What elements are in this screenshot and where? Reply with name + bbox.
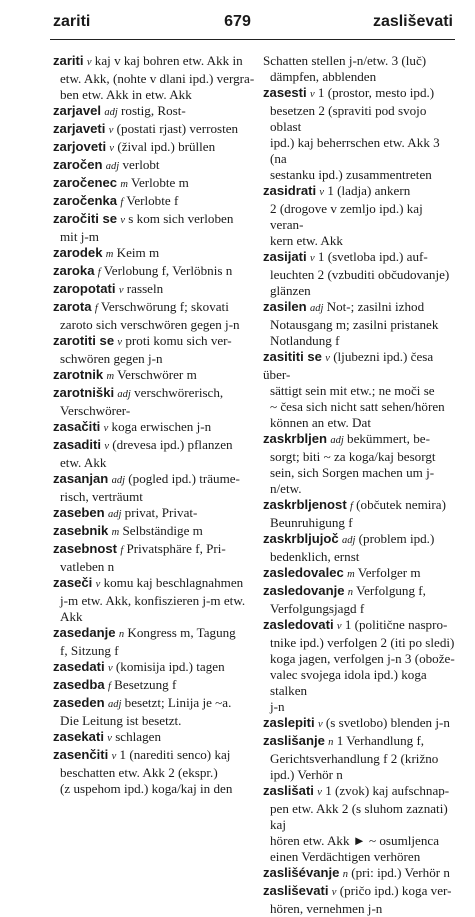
entry-headword: zasanjan (53, 471, 109, 486)
entry-continuation: Verfolgungsjagd f (270, 601, 365, 616)
entry-headword: zasedati (53, 659, 105, 674)
entry-headword: zasekati (53, 729, 104, 744)
entry-continuation: ~ česa sich nicht satt sehen/hören (270, 399, 445, 414)
entry-text: rostig, Rost- (121, 103, 186, 118)
entry-text: (žival ipd.) brüllen (117, 139, 216, 154)
dictionary-entry (263, 53, 455, 85)
entry-text: 1 (ladja) ankern (327, 183, 411, 198)
entry-continuation: pen etw. Akk 2 (s sluhom zaznati) kaj (270, 801, 448, 832)
entry-headword: zaroka (53, 263, 95, 278)
dictionary-entry (53, 625, 257, 659)
dictionary-entry (53, 385, 257, 419)
right-guideword: zasliševati (372, 13, 453, 30)
entry-headword: zasidrati (263, 183, 317, 198)
entry-text: Selbständige m (122, 523, 203, 538)
entry-headword: zaseči (53, 575, 93, 590)
entry-part-of-speech: f (107, 681, 111, 692)
dictionary-entry (263, 299, 455, 349)
entry-part-of-speech: v (108, 125, 114, 136)
dictionary-entry (53, 157, 257, 175)
entry-text: (občutek nemira) (356, 497, 446, 512)
entry-continuation: Akk (60, 609, 83, 624)
entry-part-of-speech: f (120, 545, 124, 556)
entry-part-of-speech: v (319, 187, 325, 198)
entry-text: Privatsphäre f, Pri- (126, 541, 226, 556)
entry-continuation: schwören gegen j-n (60, 351, 163, 366)
dictionary-entry (263, 883, 455, 917)
entry-headword: zaslepiti (263, 715, 315, 730)
entry-continuation: Beunruhigung f (270, 515, 353, 530)
entry-text: komu kaj beschlagnahmen (103, 575, 244, 590)
entry-text: proti komu sich ver- (125, 333, 232, 348)
entry-headword: zaskrbljenost (263, 497, 347, 512)
entry-part-of-speech: v (331, 887, 337, 898)
entry-text: (postati rjast) verrosten (116, 121, 239, 136)
entry-headword: zaropotati (53, 281, 116, 296)
entry-part-of-speech: v (107, 663, 113, 674)
entry-part-of-speech: adj (309, 303, 324, 314)
entry-part-of-speech: adj (341, 535, 356, 546)
entry-continuation: (z uspehom ipd.) koga/kaj in den (60, 781, 233, 796)
entry-headword: zasliševati (263, 883, 329, 898)
entry-headword: zasebnost (53, 541, 118, 556)
dictionary-entry (53, 245, 257, 263)
dictionary-entry (53, 53, 257, 103)
entry-text: privat, Privat- (124, 505, 198, 520)
entry-text: 1 Verhandlung f, (336, 733, 425, 748)
entry-part-of-speech: f (120, 197, 124, 208)
entry-text: Verlobte f (126, 193, 179, 208)
entry-part-of-speech: n (347, 587, 354, 598)
dictionary-entry (263, 565, 455, 583)
entry-part-of-speech: m (111, 527, 120, 538)
entry-part-of-speech: adj (104, 107, 118, 118)
entry-continuation: j-m etw. Akk, konfiszieren j-m etw. (60, 593, 246, 608)
entry-headword: zaskrbljujoč (263, 531, 339, 546)
entry-continuation: einen Verdächtigen verhören (270, 849, 421, 864)
left-guideword: zariti (53, 13, 91, 30)
entry-headword: zaročenka (53, 193, 118, 208)
dictionary-entry (53, 695, 257, 729)
entry-headword: zarotnik (53, 367, 104, 382)
dictionary-entry (53, 471, 257, 505)
entry-text: (s svetlobo) blenden j-n (325, 715, 450, 730)
entry-continuation: leuchten 2 (vzbuditi občudovanje) (270, 267, 450, 282)
entry-part-of-speech: v (117, 337, 123, 348)
dictionary-entry (53, 299, 257, 333)
left-column (53, 53, 257, 797)
entry-headword: zasebnik (53, 523, 109, 538)
entry-headword: zaročenec (53, 175, 118, 190)
dictionary-entry (263, 783, 455, 865)
entry-continuation: valec svojega idola ipd.) koga stalken (270, 667, 427, 698)
entry-text: s kom sich verloben (128, 211, 234, 226)
entry-continuation: ipd.) Verhör n (270, 767, 343, 782)
entry-headword: zaslišanje (263, 733, 325, 748)
entry-continuation: können an etw. Dat (270, 415, 371, 430)
entry-part-of-speech: v (120, 215, 125, 226)
entry-headword: zasačiti (53, 419, 101, 434)
entry-part-of-speech: v (109, 143, 115, 154)
entry-part-of-speech: m (120, 179, 128, 190)
entry-text: (komisija ipd.) tagen (115, 659, 225, 674)
entry-continuation: etw. Akk (60, 455, 107, 470)
entry-part-of-speech: v (317, 787, 322, 798)
dictionary-entry (53, 175, 257, 193)
entry-text: (drevesa ipd.) pflanzen (112, 437, 233, 452)
entry-part-of-speech: m (347, 569, 355, 580)
entry-text: Verlobte m (130, 175, 189, 190)
entry-headword: zasititi se (263, 349, 322, 364)
entry-continuation: sorgt; biti ~ za koga/kaj besorgt (270, 449, 436, 464)
dictionary-entry (263, 733, 455, 783)
dictionary-entry (53, 121, 257, 139)
entry-part-of-speech: n (328, 737, 334, 748)
entry-headword: zasedba (53, 677, 105, 692)
entry-part-of-speech: f (349, 501, 353, 512)
dictionary-entry (53, 367, 257, 385)
entry-part-of-speech: v (118, 285, 124, 296)
dictionary-entry (53, 193, 257, 211)
entry-continuation: risch, verträumt (60, 489, 143, 504)
dictionary-entry (263, 583, 455, 617)
entry-continuation: vatleben n (60, 559, 115, 574)
entry-text: rasseln (126, 281, 164, 296)
dictionary-entry (263, 249, 455, 299)
entry-text: verschwörerisch, (134, 385, 224, 400)
dictionary-entry (53, 729, 257, 747)
dictionary-entry (53, 211, 257, 245)
entry-part-of-speech: v (111, 751, 117, 762)
dictionary-entry (53, 575, 257, 625)
entry-continuation: glänzen (270, 283, 311, 298)
entry-part-of-speech: adj (107, 509, 122, 520)
entry-part-of-speech: f (94, 303, 98, 314)
entry-text: Besetzung f (114, 677, 177, 692)
dictionary-entry (53, 263, 257, 281)
entry-headword: zarota (53, 299, 92, 314)
entry-part-of-speech: v (325, 353, 330, 364)
entry-part-of-speech: v (309, 253, 315, 264)
entry-text: 1 (prostor, mesto ipd.) (317, 85, 435, 100)
entry-headword: zaskrbljen (263, 431, 328, 446)
entry-text: Verfolgung f, (356, 583, 426, 598)
entry-continuation: Verschwörer- (60, 403, 131, 418)
entry-headword: zasedanje (53, 625, 116, 640)
entry-headword: zasledovalec (263, 565, 344, 580)
entry-text: 1 (svetloba ipd.) auf- (317, 249, 428, 264)
entry-part-of-speech: adj (105, 161, 120, 172)
entry-part-of-speech: adj (107, 699, 122, 710)
entry-text: (pričo ipd.) koga ver- (339, 883, 452, 898)
entry-text: (pogled ipd.) träume- (128, 471, 240, 486)
entry-continuation: Gerichtsverhandlung f 2 (križno (270, 751, 439, 766)
dictionary-entry (263, 617, 455, 715)
entry-text: 1 (narediti senco) kaj (119, 747, 231, 762)
dictionary-entry (53, 659, 257, 677)
entry-headword: zarotniški (53, 385, 115, 400)
entry-headword: zarodek (53, 245, 103, 260)
entry-continuation: hören, vernehmen j-n (270, 901, 383, 916)
entry-continuation: hören etw. Akk ► ~ osumljenca (270, 833, 440, 848)
entry-continuation: koga jagen, verfolgen j-n 3 (obože- (270, 651, 455, 666)
dictionary-entry (263, 497, 455, 531)
entry-part-of-speech: v (317, 719, 323, 730)
entry-headword: zarjaveti (53, 121, 106, 136)
entry-continuation: mit j-m (60, 229, 99, 244)
entry-headword: zasilen (263, 299, 307, 314)
entry-text: kaj v kaj bohren etw. Akk in (94, 53, 243, 68)
entry-continuation: ben etw. Akk in etw. Akk (60, 87, 192, 102)
dictionary-entry (53, 437, 257, 471)
entry-text: 1 (zvok) kaj aufschnap- (325, 783, 450, 798)
dictionary-entry (263, 865, 455, 883)
dictionary-entry (53, 281, 257, 299)
entry-headword: zasledovanje (263, 583, 345, 598)
entry-headword: zarotiti se (53, 333, 115, 348)
entry-headword: zariti (53, 53, 84, 68)
entry-headword: zarjavel (53, 103, 102, 118)
entry-continuation: Notausgang m; zasilni pristanek (270, 317, 439, 332)
entry-headword: zasledovati (263, 617, 334, 632)
dictionary-entry (53, 103, 257, 121)
entry-headword: zasenčiti (53, 747, 109, 762)
entry-text: (problem ipd.) (358, 531, 435, 546)
entry-part-of-speech: m (105, 249, 114, 260)
dictionary-entry (53, 505, 257, 523)
page-number: 679 (224, 13, 251, 30)
dictionary-entry (53, 677, 257, 695)
entry-part-of-speech: v (103, 423, 109, 434)
entry-part-of-speech: n (118, 629, 125, 640)
entry-part-of-speech: f (97, 267, 101, 278)
entry-continuation: 2 (drogove v zemljo ipd.) kaj veran- (270, 201, 423, 232)
entry-headword: zasesti (263, 85, 307, 100)
entry-continuation: etw. Akk, (nohte v dlani ipd.) vergra- (60, 71, 255, 86)
entry-continuation: sestanku ipd.) zusammentreten (270, 167, 432, 182)
entry-continuation: j-n (270, 699, 285, 714)
entry-text: verlobt (122, 157, 160, 172)
entry-continuation: tnike ipd.) verfolgen 2 (iti po sledi) (270, 635, 455, 650)
right-column (263, 53, 455, 917)
entry-part-of-speech: adj (330, 435, 344, 446)
entry-headword: zaseden (53, 695, 105, 710)
entry-part-of-speech: adj (111, 475, 126, 486)
entry-text: Verschwörer m (117, 367, 197, 382)
entry-continuation: besetzen 2 (spraviti pod svojo oblast (270, 103, 427, 134)
entry-part-of-speech: v (86, 57, 92, 68)
entry-continuation: dämpfen, abblenden (270, 69, 377, 84)
dictionary-entry (53, 747, 257, 797)
dictionary-entry (263, 183, 455, 249)
entry-continuation: ipd.) kaj beherrschen etw. Akk 3 (na (270, 135, 440, 166)
entry-continuation: kern etw. Akk (270, 233, 343, 248)
dictionary-entry (53, 419, 257, 437)
entry-text: Kongress m, Tagung (127, 625, 236, 640)
dictionary-entry (263, 531, 455, 565)
dictionary-entry (263, 431, 455, 497)
entry-text: Keim m (116, 245, 160, 260)
dictionary-entry (53, 333, 257, 367)
page-header (0, 0, 475, 40)
entry-text: Verschwörung f; skovati (100, 299, 229, 314)
entry-headword: zaročen (53, 157, 103, 172)
entry-continuation: sättigt sein mit etw.; ne moči se (270, 383, 435, 398)
entry-continuation: zaroto sich verschwören gegen j-n (60, 317, 240, 332)
entry-text: koga erwischen j-n (111, 419, 212, 434)
entry-text: Schatten stellen j-n/etw. 3 (luč) (263, 53, 427, 68)
entry-part-of-speech: v (104, 441, 109, 452)
entry-headword: zaslišati (263, 783, 314, 798)
entry-continuation: Die Leitung ist besetzt. (60, 713, 182, 728)
entry-text: Verlobung f, Verlöbnis n (103, 263, 233, 278)
entry-text: Verfolger m (357, 565, 421, 580)
entry-part-of-speech: v (95, 579, 101, 590)
dictionary-entry (263, 715, 455, 733)
entry-part-of-speech: m (106, 371, 115, 382)
entry-continuation: sein, sich Sorgen machen um j-n/etw. (270, 465, 435, 496)
entry-continuation: bedenklich, ernst (270, 549, 360, 564)
entry-headword: zaseben (53, 505, 105, 520)
entry-part-of-speech: adj (117, 389, 131, 400)
dictionary-entry (53, 139, 257, 157)
entry-text: 1 (politične naspro- (344, 617, 448, 632)
entry-continuation: f, Sitzung f (60, 643, 119, 658)
entry-part-of-speech: v (336, 621, 342, 632)
entry-headword: zarjoveti (53, 139, 107, 154)
entry-part-of-speech: v (309, 89, 315, 100)
entry-text: besetzt; Linija je ~a. (124, 695, 232, 710)
header-rule (50, 39, 455, 40)
entry-headword: zasaditi (53, 437, 102, 452)
entry-text: schlagen (115, 729, 162, 744)
entry-text: Not-; zasilni izhod (326, 299, 425, 314)
entry-headword: zaslišévanje (263, 865, 340, 880)
entry-text: (pri: ipd.) Verhör n (351, 865, 450, 880)
entry-text: bekümmert, be- (347, 431, 430, 446)
entry-continuation: Notlandung f (270, 333, 340, 348)
entry-part-of-speech: n (342, 869, 348, 880)
dictionary-entry (263, 349, 455, 431)
dictionary-entry (263, 85, 455, 183)
entry-headword: zasijati (263, 249, 307, 264)
entry-text: (ljubezni ipd.) česa über- (263, 349, 434, 382)
entry-headword: zaročiti se (53, 211, 118, 226)
dictionary-entry (53, 523, 257, 541)
entry-continuation: beschatten etw. Akk 2 (ekspr.) (60, 765, 218, 780)
dictionary-entry (53, 541, 257, 575)
entry-part-of-speech: v (107, 733, 112, 744)
